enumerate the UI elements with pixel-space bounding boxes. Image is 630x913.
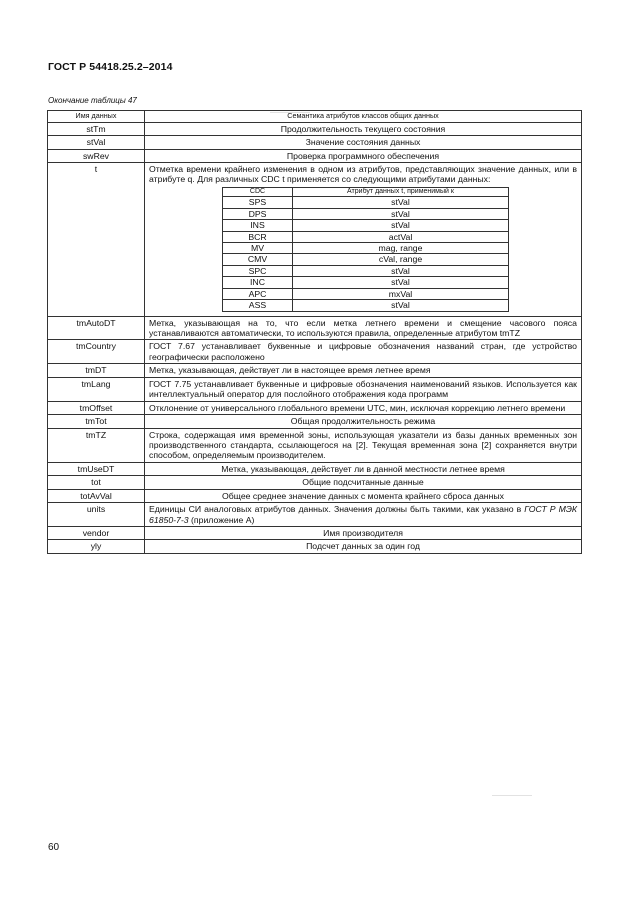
subtable-row — [223, 300, 509, 311]
subtable-cdc-cell: APC — [223, 288, 293, 299]
semantics-cell: Имя производителя — [145, 527, 582, 540]
table-row — [48, 489, 582, 502]
subtable-attribute-cell: cVal, range — [293, 254, 509, 265]
subtable-attribute-cell: stVal — [293, 197, 509, 208]
semantics-cell: Продолжительность текущего состояния — [145, 122, 582, 135]
subtable-attribute-cell: stVal — [293, 277, 509, 288]
data-name-cell: tmTot — [48, 415, 145, 428]
subtable-cdc-cell: BCR — [223, 231, 293, 242]
semantics-cell: Общие подсчитанные данные — [145, 476, 582, 489]
table-row — [48, 401, 582, 414]
scan-artifact — [492, 795, 532, 796]
data-name-cell: swRev — [48, 149, 145, 162]
page-number: 60 — [48, 842, 60, 853]
table-header-row — [48, 111, 582, 123]
subtable-row — [223, 288, 509, 299]
subtable-cdc-cell: INS — [223, 220, 293, 231]
column-header-semantics: Семантика атрибутов классов общих данных — [145, 111, 582, 123]
table-row — [48, 122, 582, 135]
subtable-header-row — [223, 187, 509, 196]
semantics-text: (приложение А) — [188, 514, 255, 525]
data-name-cell: tmTZ — [48, 428, 145, 462]
semantics-cell: Проверка программного обеспечения — [145, 149, 582, 162]
data-name-cell: tmDT — [48, 364, 145, 377]
subtable-header-attribute: Атрибут данных t, применимый к — [293, 187, 509, 196]
subtable-cdc-cell: MV — [223, 242, 293, 253]
subtable-attribute-cell: stVal — [293, 265, 509, 276]
subtable-cdc-cell: CMV — [223, 254, 293, 265]
table-row — [48, 503, 582, 527]
semantics-cell: Метка, указывающая, действует ли в настоящее время летнее время — [145, 364, 582, 377]
semantics-text: Единицы СИ аналоговых атрибутов данных. Значения должны быть такими, как указано в — [149, 504, 525, 515]
subtable-cdc-cell: DPS — [223, 208, 293, 219]
table-row — [48, 540, 582, 553]
attributes-table — [47, 110, 582, 554]
semantics-cell: Общее среднее значение данных с момента крайнего сброса данных — [145, 489, 582, 502]
data-name-cell: tmAutoDT — [48, 316, 145, 340]
data-name-cell: vendor — [48, 527, 145, 540]
data-name-cell: tmUseDT — [48, 462, 145, 475]
semantics-cell: ГОСТ 7.75 устанавливает буквенные и цифровые обозначения наименований языков. Используется как интеллектуальный оператор для послойного отображения кода программ — [145, 377, 582, 401]
subtable-row — [223, 265, 509, 276]
table-row — [48, 415, 582, 428]
subtable-cdc-cell: ASS — [223, 300, 293, 311]
semantics-cell: Метка, указывающая на то, что если метка летнего времени и смещение часового пояса устанавливаются автоматически, то используются правила, определенные атрибутом tmTZ — [145, 316, 582, 340]
subtable-row — [223, 220, 509, 231]
subtable-row — [223, 197, 509, 208]
table-row — [48, 364, 582, 377]
table-row — [48, 428, 582, 462]
subtable-attribute-cell: stVal — [293, 300, 509, 311]
subtable-cdc-cell: SPC — [223, 265, 293, 276]
subtable-row — [223, 242, 509, 253]
table-row — [48, 316, 582, 340]
semantics-cell: Подсчет данных за один год — [145, 540, 582, 553]
table-row — [48, 149, 582, 162]
subtable-attribute-cell: mxVal — [293, 288, 509, 299]
subtable-cdc-cell: INC — [223, 277, 293, 288]
data-name-cell: stTm — [48, 122, 145, 135]
table-row — [48, 462, 582, 475]
subtable-attribute-cell: mag, range — [293, 242, 509, 253]
subtable-row — [223, 231, 509, 242]
data-name-cell: tmLang — [48, 377, 145, 401]
table-caption: Окончание таблицы 47 — [48, 96, 137, 105]
semantics-cell: Общая продолжительность режима — [145, 415, 582, 428]
table-row — [48, 340, 582, 364]
subtable-attribute-cell: actVal — [293, 231, 509, 242]
standard-reference: ГОСТ Р МЭК 61850-7-3 — [149, 504, 577, 525]
data-name-cell: t — [48, 162, 145, 316]
semantics-cell — [145, 503, 582, 527]
semantics-cell: Метка, указывающая, действует ли в данной местности летнее время — [145, 462, 582, 475]
semantics-cell: Значение состояния данных — [145, 136, 582, 149]
subtable-attribute-cell: stVal — [293, 208, 509, 219]
data-name-cell: tmOffset — [48, 401, 145, 414]
data-name-cell: tmCountry — [48, 340, 145, 364]
semantics-cell: ГОСТ 7.67 устанавливает буквенные и цифровые обозначения названий стран, где устройство географически расположено — [145, 340, 582, 364]
data-name-cell: units — [48, 503, 145, 527]
document-header: ГОСТ Р 54418.25.2–2014 — [48, 61, 173, 73]
semantics-cell — [145, 162, 582, 316]
table-row — [48, 527, 582, 540]
cdc-subtable — [222, 187, 509, 312]
data-name-cell: yly — [48, 540, 145, 553]
table-row — [48, 476, 582, 489]
semantics-cell: Строка, содержащая имя временной зоны, использующая указатели из базы данных временных зон производственного стандарта, ссылающегося на [2]. Текущая временная зона [2] сохраняется внутри способом, определяемым производителем. — [145, 428, 582, 462]
table-row — [48, 136, 582, 149]
data-name-cell: tot — [48, 476, 145, 489]
subtable-row — [223, 254, 509, 265]
subtable-row — [223, 208, 509, 219]
data-name-cell: stVal — [48, 136, 145, 149]
semantics-cell: Отклонение от универсального глобального времени UTC, мин, исключая коррекцию летнего времени — [145, 401, 582, 414]
subtable-row — [223, 277, 509, 288]
semantics-text: Отметка времени крайнего изменения в одном из атрибутов, представляющих значение данных, или в атрибуте q. Для различных CDC t применяется со следующими атрибутами данных: — [149, 163, 577, 185]
subtable-cdc-cell: SPS — [223, 197, 293, 208]
subtable-attribute-cell: stVal — [293, 220, 509, 231]
table-row — [48, 162, 582, 316]
data-name-cell: totAvVal — [48, 489, 145, 502]
column-header-name: Имя данных — [48, 111, 145, 123]
subtable-header-cdc: CDC — [223, 187, 293, 196]
table-row — [48, 377, 582, 401]
